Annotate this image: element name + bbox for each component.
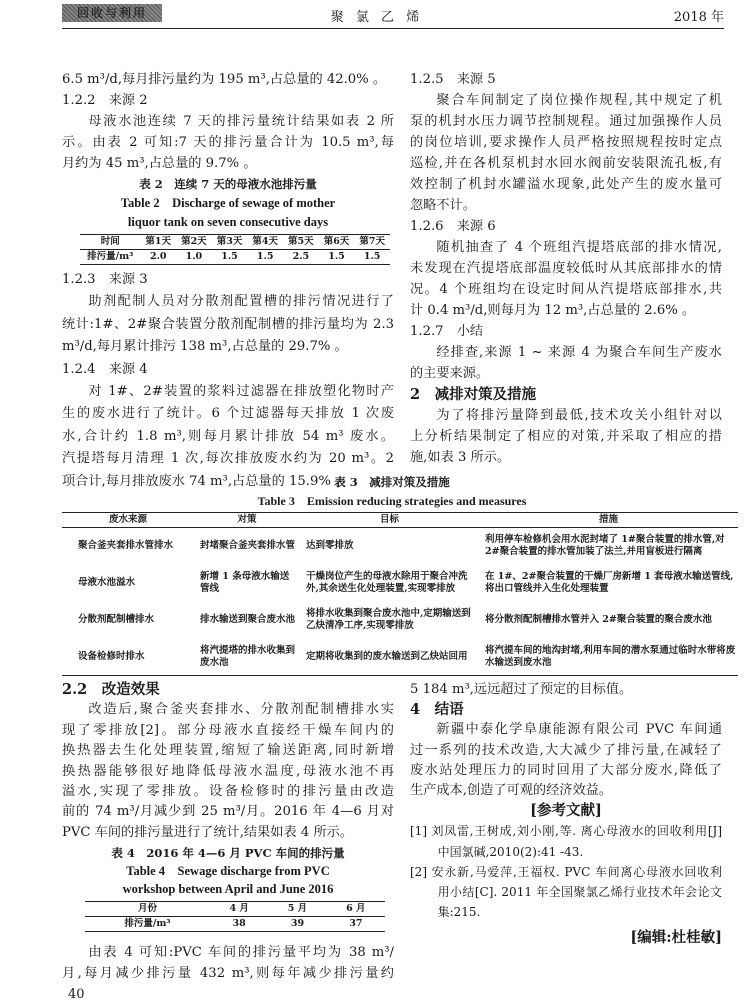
paragraph xyxy=(410,720,722,801)
table-header-cell: 废水来源 xyxy=(62,513,194,528)
table-row xyxy=(85,917,385,932)
paragraph-line: 经排查,来源 1 ~ 来源 4 为聚合车间生产废水 xyxy=(436,345,722,360)
paragraph-line: 过一系列的技术改造,大大减少了排污量,在减轻了 xyxy=(410,742,722,758)
paragraph-line: 换热器去生化处理装置,缩短了输送距离,同时新增 xyxy=(62,743,394,759)
references-heading: [参考文献] xyxy=(530,802,602,820)
table-header-cell: 对策 xyxy=(194,513,300,528)
table-cell: 排污量/m³ xyxy=(87,251,134,262)
section-heading: 4 结语 xyxy=(410,701,464,719)
table-cell: 聚合釜夹套排水管排水 xyxy=(78,540,174,552)
paragraph xyxy=(62,291,394,358)
table-cell: 封堵聚合釜夹套排水管 xyxy=(200,540,296,552)
table-header-cell: 第5天 xyxy=(283,235,319,250)
table-cell: 1.5 xyxy=(256,251,274,262)
paragraph xyxy=(62,700,394,843)
subsection-heading: 1.2.5 来源 5 xyxy=(410,72,496,87)
left-column-top xyxy=(62,69,394,174)
paragraph-line: 母液水池连续 7 天的排污量统计结果如表 2 所 xyxy=(88,114,394,129)
table-header-row xyxy=(80,235,390,250)
table-cell: 1.5 xyxy=(328,251,345,262)
reference-item xyxy=(410,821,722,861)
subsection-heading: 1.2.7 小结 xyxy=(410,324,484,339)
paragraph-line: 为了将排污量降到最低,技术攻关小组针对以 xyxy=(436,408,722,423)
paragraph-line: 生产成本,创造了可观的经济效益。 xyxy=(410,783,613,799)
subsection-heading: 1.2.2 来源 2 xyxy=(62,93,148,108)
journal-name: 聚 氯 乙 烯 xyxy=(330,10,424,25)
paragraph xyxy=(410,237,722,321)
paragraph-line: 的岗位培训,要求操作人员严格按照规程按时定点 xyxy=(410,135,722,150)
right-column-top xyxy=(410,69,722,468)
table-cell: 1.5 xyxy=(363,251,381,262)
table-2 xyxy=(80,234,390,265)
paragraph-line: 随机抽查了 4 个班组汽提塔底部的排水情况, xyxy=(436,240,722,255)
paragraph-line: 汽提塔每月清理 1 次,每次排放废水约为 20 m³。2 xyxy=(62,451,394,467)
table-row xyxy=(80,250,390,265)
paragraph xyxy=(410,405,722,468)
paragraph-line: 生的废水进行了统计。6 个过滤器每天排放 1 次废 xyxy=(62,406,394,422)
journal-year: 2018 年 xyxy=(673,10,724,25)
table2-caption-en-2: liquor tank on seven consecutive days xyxy=(127,215,329,229)
section-heading: 2 减排对策及措施 xyxy=(410,386,537,403)
subsection-heading: 1.2.6 来源 6 xyxy=(410,219,496,234)
table-header-cell: 月份 xyxy=(85,902,210,917)
section-heading: 2.2 改造效果 xyxy=(62,681,160,698)
paragraph-line: 统计:1#、2#聚合装置分散剂配制槽的排污量均为 2.3 xyxy=(62,316,394,332)
table-cell: 38 xyxy=(232,918,246,929)
table4-caption-cn: 表 4 2016 年 4—6 月 PVC 车间的排污量 xyxy=(111,846,345,860)
table-row xyxy=(62,565,738,602)
paragraph-line: 由表 4 可知:PVC 车间的排污量平均为 38 m³/ xyxy=(88,945,394,960)
paragraph-line: 泵的机封水压力调节控制规程。通过加强操作人员 xyxy=(410,114,722,129)
table-cell: 1.5 xyxy=(221,251,238,262)
subsection-heading: 1.2.3 来源 3 xyxy=(62,272,148,287)
table-3 xyxy=(62,512,738,676)
paragraph-line: 废水站处理压力的同时回用了大部分废水,降低了 xyxy=(410,762,722,778)
table-cell: 排水输送到聚合废水池 xyxy=(200,614,296,625)
paragraph-line: 项合计,每月排放废水 74 m³,占总量的 15.9% 。 xyxy=(62,473,349,489)
paragraph-line: 巡检,并在各机泵机封水回水阀前安装限流孔板,有 xyxy=(410,156,722,171)
table-row xyxy=(62,528,738,565)
table-row xyxy=(62,602,738,639)
table-cell: 39 xyxy=(290,918,305,929)
table2-caption-en: Table 2 Discharge of sewage of mother xyxy=(120,196,336,210)
table4-caption-en-2: workshop between April and June 2016 xyxy=(122,882,334,896)
paragraph-line: 未发现在汽提塔底部温度较低时从其底部排水的情 xyxy=(410,261,722,276)
left-column-bottom xyxy=(62,680,394,843)
reference-line: 中国氯碱,2010(2):41 -43. xyxy=(437,844,584,859)
paragraph xyxy=(62,942,394,984)
paragraph-line: 助剂配制人员对分散剂配置槽的排污情况进行了 xyxy=(88,294,394,310)
table-header-cell: 时间 xyxy=(80,235,140,250)
table-cell: 分散剂配制槽排水 xyxy=(78,614,155,625)
paragraph-line: 换热器能够很好地降低母液水温度,母液水池不再 xyxy=(62,763,394,779)
table-cell: 利用停车检修机会用水泥封堵了 1#聚合装置的排水管,对 2#聚合装置的排水管加装了法兰,并用盲板进行隔离 xyxy=(485,534,725,558)
paragraph-line: 对 1#、2#装置的浆料过滤器在排放塑化物时产 xyxy=(88,384,394,400)
table-row xyxy=(62,639,738,676)
page-number: 40 xyxy=(68,987,85,1002)
table-cell: 排污量/m³ xyxy=(124,918,171,929)
table-header-cell: 目标 xyxy=(300,513,479,528)
paragraph-line: 6.5 m³/d,每月排污量约为 195 m³,占总量的 42.0% 。 xyxy=(62,72,387,87)
paragraph xyxy=(410,90,722,216)
header-rule xyxy=(62,28,724,29)
table-cell: 2.5 xyxy=(292,251,310,262)
table2-caption-cn: 表 2 连续 7 天的母液水池排污量 xyxy=(139,177,317,191)
paragraph-line: 前的 74 m³/月减少到 25 m³/月。2016 年 4—6 月对 xyxy=(62,804,394,820)
reference-line: [1] 刘凤雷,王树成,刘小刚,等. 离心母液水的回收利用[J] xyxy=(410,824,722,839)
table-cell: 1.0 xyxy=(185,251,203,262)
paragraph-line: m³/d,每月累计排污 138 m³,占总量的 29.7% 。 xyxy=(62,339,348,355)
paragraph-line: 上分析结果制定了相应的对策,并采取了相应的措 xyxy=(410,429,722,444)
paragraph-line: 水,合计约 1.8 m³,则每月累计排放 54 m³ 废水。 xyxy=(62,428,394,444)
table-cell: 37 xyxy=(349,918,363,929)
table-cell: 定期将收集到的废水输送到乙炔站回用 xyxy=(306,650,468,662)
paragraph-line: 的主要来源。 xyxy=(410,366,490,381)
table-header-cell: 6 月 xyxy=(327,902,385,917)
paragraph-line: PVC 车间的排污量进行了统计,结果如表 4 所示。 xyxy=(62,824,354,840)
paragraph xyxy=(62,111,394,174)
editor-note: [编辑:杜桂敏] xyxy=(630,929,722,947)
section-badge: 回收与利用 xyxy=(62,4,162,22)
table-cell: 达到零排放 xyxy=(306,540,354,552)
paragraph-line: 改造后,聚合釜夹套排水、分散剂配制槽排水实 xyxy=(88,702,394,718)
table-cell: 将排水收集到聚合废水池中,定期输送到乙炔清净工序,实现零排放 xyxy=(306,608,471,631)
reference-line: [2] 安永新,马爱萍,王福权. PVC 车间离心母液水回收利 xyxy=(410,864,722,879)
table-header-row xyxy=(85,902,385,917)
reference-line: 用小结[C]. 2011 年全国聚氯乙烯行业技术年会论文 xyxy=(437,885,722,900)
paragraph-line: 效控制了机封水罐溢水现象,此处产生的废水量可 xyxy=(410,177,722,192)
table3-caption-en: Table 3 Emission reducing strategies and measures xyxy=(257,494,527,508)
table-cell: 将分散剂配制槽排水管并入 2#聚合装置的聚合废水池 xyxy=(485,614,712,625)
table-cell: 在 1#、2#聚合装置的干燥厂房新增 1 套母液水输送管线,将出口管线并入生化处理装置 xyxy=(485,571,734,594)
table4-caption-en: Table 4 Sewage discharge from PVC xyxy=(126,864,330,878)
paragraph-line: 月约为 45 m³,占总量的 9.7% 。 xyxy=(62,156,257,171)
table-header-cell: 措施 xyxy=(479,513,738,528)
paragraph-line: 况。4 个班组均在设定时间从汽提塔底部排水,共 xyxy=(410,282,722,297)
table-header-cell: 第4天 xyxy=(247,235,283,250)
reference-item xyxy=(410,862,722,923)
paragraph-line: 溢水,实现了零排放。设备检修时的排污量由改造 xyxy=(62,784,394,800)
table3-caption-cn: 表 3 减排对策及措施 xyxy=(334,475,450,489)
right-column-bottom xyxy=(410,680,722,949)
subsection-heading: 1.2.4 来源 4 xyxy=(62,361,148,377)
paragraph-line: 5 184 m³,远远超过了预定的目标值。 xyxy=(410,682,633,697)
left-column-middle xyxy=(62,269,394,493)
table-header-cell: 5 月 xyxy=(268,902,326,917)
paragraph-line: 月,每月减少排污量 432 m³,则每年减少排污量约 xyxy=(62,966,394,981)
table-header-cell: 第1天 xyxy=(140,235,176,250)
paragraph-line: 忽略不计。 xyxy=(410,198,476,213)
table-header-cell: 4 月 xyxy=(210,902,268,917)
table-cell: 将汽提车间的地沟封堵,利用车间的潜水泵通过临时水带将废水输送到废水池 xyxy=(485,644,736,668)
table-header-row xyxy=(62,513,738,528)
paragraph-line: 计 0.4 m³/d,则每月为 12 m³,占总量的 2.6% 。 xyxy=(410,303,696,318)
reference-line: 集:215. xyxy=(437,905,481,920)
paragraph-line: 现了零排放[2]。部分母液水直接经干燥车间内的 xyxy=(62,722,394,738)
paragraph-line: 新疆中泰化学阜康能源有限公司 PVC 车间通 xyxy=(436,722,722,738)
table-4 xyxy=(85,901,385,932)
left-column-end xyxy=(62,942,394,984)
paragraph xyxy=(410,342,722,384)
table-header-cell: 第2天 xyxy=(176,235,212,250)
table-header-cell: 第6天 xyxy=(319,235,355,250)
table-cell: 干燥岗位产生的母液水除用于聚合冲洗外,其余送生化处理装置,实现零排放 xyxy=(306,571,468,594)
paragraph-line: 示。由表 2 可知:7 天的排污量合计为 10.5 m³,每 xyxy=(62,135,394,150)
paragraph-line: 聚合车间制定了岗位操作规程,其中规定了机 xyxy=(436,93,722,108)
table-cell: 设备检修时排水 xyxy=(78,650,145,662)
table-cell: 将汽提塔的排水收集到废水池 xyxy=(200,644,296,668)
table-cell: 母液水池溢水 xyxy=(78,577,136,588)
table-cell: 2.0 xyxy=(149,251,167,262)
paragraph-line: 施,如表 3 所示。 xyxy=(410,450,511,465)
table-header-cell: 第7天 xyxy=(354,235,390,250)
table-header-cell: 第3天 xyxy=(212,235,248,250)
table-cell: 新增 1 条母液水输送管线 xyxy=(200,571,290,594)
